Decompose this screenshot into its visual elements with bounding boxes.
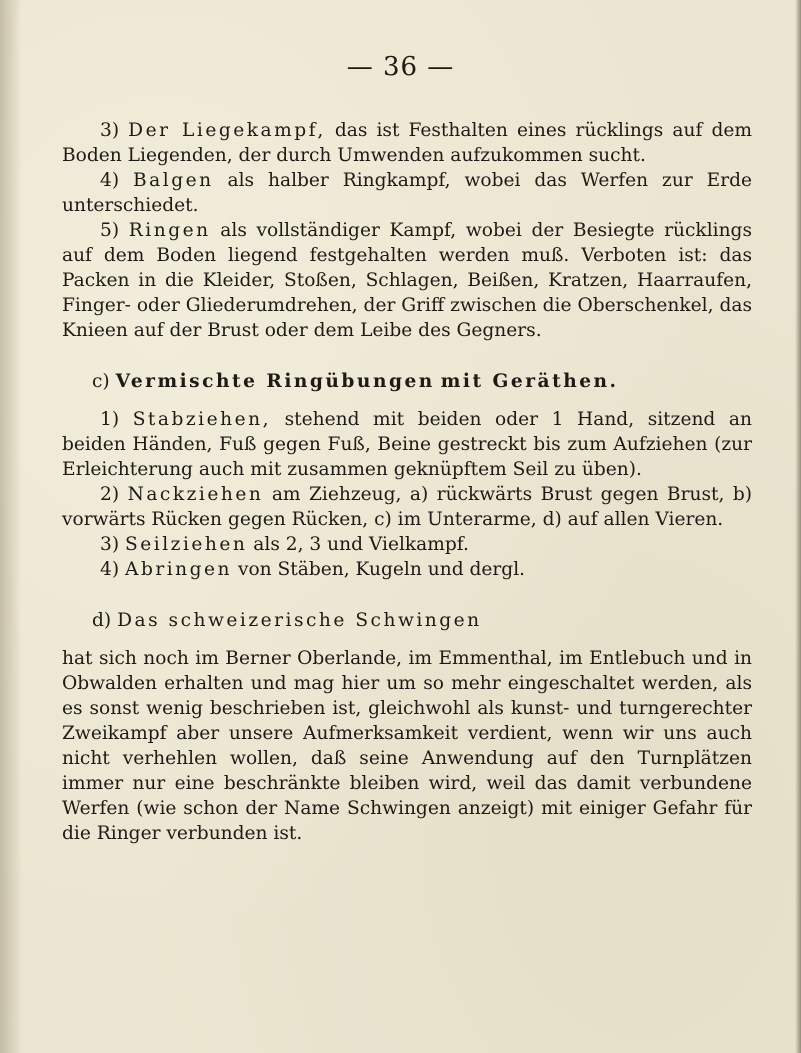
section-prefix: d) <box>92 610 112 631</box>
list-item <box>62 218 752 343</box>
item-term: Seilziehen <box>125 534 248 555</box>
item-term: Stabziehen, <box>132 409 271 430</box>
spacer <box>62 394 752 407</box>
item-number: 3) <box>100 120 120 141</box>
item-number: 3) <box>100 534 120 555</box>
item-number: 1) <box>100 409 120 430</box>
page-edge <box>795 0 801 1053</box>
spacer <box>62 582 752 608</box>
section-title: Vermischte Ringübungen <box>115 371 435 392</box>
item-body: als halber Ringkampf, wobei das Werfen zur Erde unterschiedet. <box>62 170 752 216</box>
body-text <box>62 118 752 846</box>
spine-shadow <box>0 0 22 1053</box>
item-number: 4) <box>100 559 120 580</box>
item-body: als 2, 3 und Vielkampf. <box>253 534 469 555</box>
list-item <box>62 118 752 168</box>
item-term: Der Liegekampf, <box>128 120 326 141</box>
item-body: am Ziehzeug, a) rückwärts Brust gegen Brust, b) vorwärts Rücken gegen Rücken, c) im Unterarme, d) auf allen Vieren. <box>62 484 752 530</box>
section-title: Das schweizerische Schwingen <box>117 610 482 631</box>
list-item <box>62 407 752 482</box>
item-body: stehend mit beiden oder 1 Hand, sitzend an beiden Händen, Fuß gegen Fuß, Beine gestreckt bis zum Aufziehen (zur Erleichterung auch mit zusammen geknüpftem Seil zu üben). <box>62 409 752 480</box>
item-number: 2) <box>100 484 120 505</box>
list-item <box>62 557 752 582</box>
item-term: Ringen <box>128 220 211 241</box>
list-item <box>62 482 752 532</box>
section-heading-d <box>62 608 752 633</box>
list-item <box>62 168 752 218</box>
item-body: das ist Festhalten eines rücklings auf dem Boden Liegenden, der durch Umwenden aufzukommen sucht. <box>62 120 752 166</box>
section-prefix: c) <box>92 371 110 392</box>
paragraph-text: hat sich noch im Berner Oberlande, im Emmenthal, im Entlebuch und in Obwalden erhalten und mag hier um so mehr eingeschaltet werden, als es sonst wenig beschrieben ist, gleichwohl als kunst- und turngerechter Zweikampf aber unsere Aufmerksamkeit verdient, wenn wir uns auch nicht verhehlen wollen, daß seine Anwendung auf den Turnplätzen immer nur eine beschränkte bleiben wird, weil das damit verbundene Werfen (wie schon der Name Schwingen anzeigt) mit einiger Gefahr für die Ringer verbunden ist. <box>62 648 752 844</box>
item-term: Nackziehen <box>127 484 264 505</box>
item-body: von Stäben, Kugeln und dergl. <box>237 559 526 580</box>
spacer <box>62 343 752 369</box>
item-term: Balgen <box>133 170 214 191</box>
spacer <box>62 633 752 646</box>
page-number: — 36 — <box>346 52 455 82</box>
list-item <box>62 532 752 557</box>
item-body: als vollständiger Kampf, wobei der Besiegte rücklings auf dem Boden liegend festgehalten werden muß. Verboten ist: das Packen in die Kleider, Stoßen, Schlagen, Beißen, Kratzen, Haarraufen, Finger- oder Gliederumdrehen, der Griff zwischen die Oberschenkel, das Knieen auf der Brust oder dem Leibe des Gegners. <box>62 220 753 341</box>
item-number: 4) <box>100 170 120 191</box>
item-term: Abringen <box>125 559 233 580</box>
item-number: 5) <box>100 220 120 241</box>
section-heading-c <box>62 369 752 394</box>
section-suffix: mit Geräthen. <box>440 371 619 392</box>
